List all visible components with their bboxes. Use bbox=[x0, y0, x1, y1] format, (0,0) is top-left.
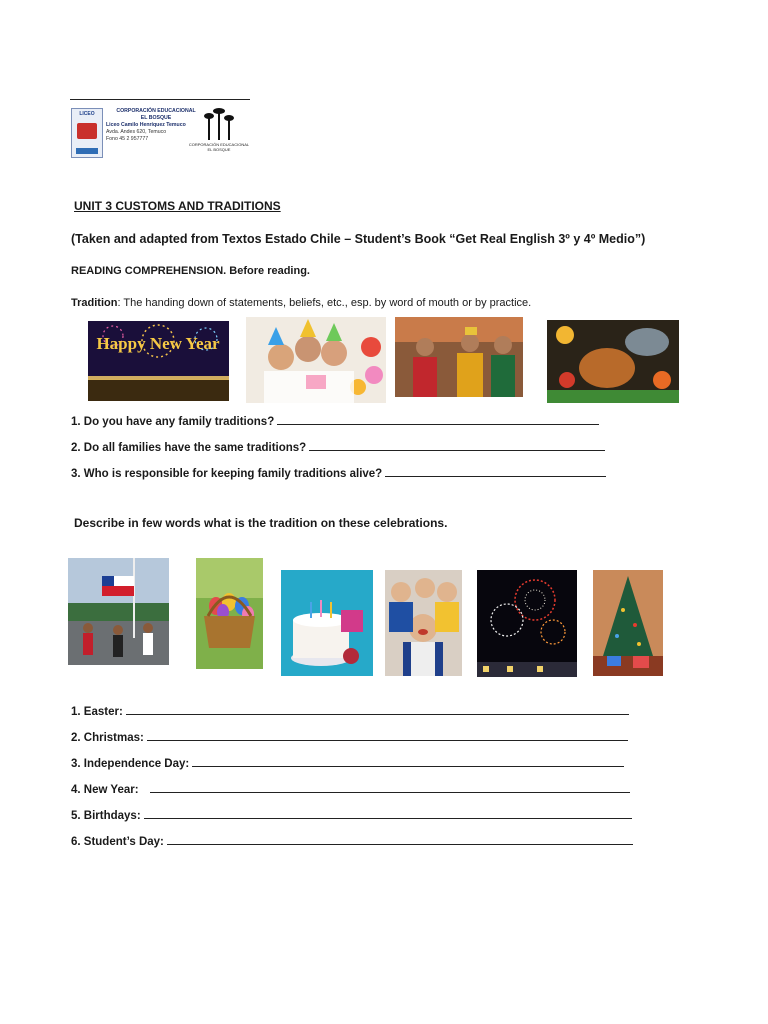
celebration-christmas: 2. Christmas: bbox=[71, 732, 144, 744]
celebration-row bbox=[71, 704, 629, 718]
photo-festive-food bbox=[547, 320, 679, 403]
answer-line-easter[interactable] bbox=[126, 704, 629, 715]
celebration-row bbox=[71, 782, 630, 796]
school-line-4: Avda. Andes 620, Temuco bbox=[106, 129, 167, 135]
school-line-1: CORPORACIÓN EDUCACIONAL bbox=[116, 108, 196, 114]
describe-prompt: Describe in few words what is the tradition on these celebrations. bbox=[74, 516, 448, 530]
photo-festival-costumes bbox=[395, 317, 523, 397]
celebration-row bbox=[71, 756, 624, 770]
school-line-2: EL BOSQUE bbox=[140, 115, 172, 121]
celebration-new-year: 4. New Year: bbox=[71, 784, 139, 796]
photo-party-friends bbox=[246, 317, 386, 403]
trees-icon bbox=[204, 108, 234, 140]
answer-line-1[interactable] bbox=[277, 414, 599, 425]
photo-christmas-tree bbox=[593, 570, 663, 676]
crest-base bbox=[76, 148, 98, 154]
celebration-row bbox=[71, 730, 628, 744]
celebration-independence-day: 3. Independence Day: bbox=[71, 758, 190, 770]
question-row bbox=[71, 414, 599, 428]
answer-line-independence-day[interactable] bbox=[192, 756, 624, 767]
source-note: (Taken and adapted from Textos Estado Chile – Student’s Book “Get Real English 3º y 4º Medio”) bbox=[71, 232, 646, 246]
el-bosque-logo bbox=[186, 108, 252, 158]
photo-birthday-cake bbox=[281, 570, 373, 676]
question-2: 2. Do all families have the same traditions? bbox=[71, 442, 307, 454]
tradition-term: Tradition bbox=[71, 297, 118, 309]
reading-label: READING COMPREHENSION. Before reading. bbox=[71, 265, 310, 277]
answer-line-birthdays[interactable] bbox=[144, 808, 632, 819]
answer-line-2[interactable] bbox=[309, 440, 605, 451]
school-line-5: Fono 45 2 957777 bbox=[106, 136, 149, 142]
book-icon bbox=[77, 123, 97, 139]
question-1: 1. Do you have any family traditions? bbox=[71, 416, 275, 428]
answer-line-new-year[interactable] bbox=[150, 782, 630, 793]
photo-students-day bbox=[385, 570, 462, 676]
header-rule bbox=[70, 99, 250, 100]
school-line-3: Liceo Camilo Henríquez Temuco bbox=[106, 122, 186, 128]
logo-caption: CORPORACIÓN EDUCACIONAL EL BOSQUE bbox=[188, 142, 250, 152]
celebration-easter: 1. Easter: bbox=[71, 706, 123, 718]
tradition-definition bbox=[71, 297, 531, 309]
crest-text: LICEO bbox=[79, 111, 95, 117]
celebration-students-day: 6. Student’s Day: bbox=[71, 836, 164, 848]
celebration-row bbox=[71, 834, 633, 848]
celebration-row bbox=[71, 808, 632, 822]
photo-easter-basket bbox=[196, 558, 263, 669]
photo-fireworks bbox=[477, 570, 577, 677]
photo-independence-day bbox=[68, 558, 169, 665]
question-row bbox=[71, 466, 606, 480]
question-row bbox=[71, 440, 605, 454]
answer-line-christmas[interactable] bbox=[147, 730, 628, 741]
answer-line-students-day[interactable] bbox=[167, 834, 633, 845]
school-crest-logo bbox=[71, 108, 103, 158]
page-title: UNIT 3 CUSTOMS AND TRADITIONS bbox=[74, 199, 281, 213]
new-year-banner: Happy New Year bbox=[96, 334, 220, 353]
answer-line-3[interactable] bbox=[385, 466, 606, 477]
celebration-birthdays: 5. Birthdays: bbox=[71, 810, 141, 822]
tradition-text: : The handing down of statements, beliefs, etc., esp. by word of mouth or by practice. bbox=[117, 297, 532, 309]
question-3: 3. Who is responsible for keeping family traditions alive? bbox=[71, 468, 383, 480]
photo-happy-new-year bbox=[88, 321, 229, 401]
